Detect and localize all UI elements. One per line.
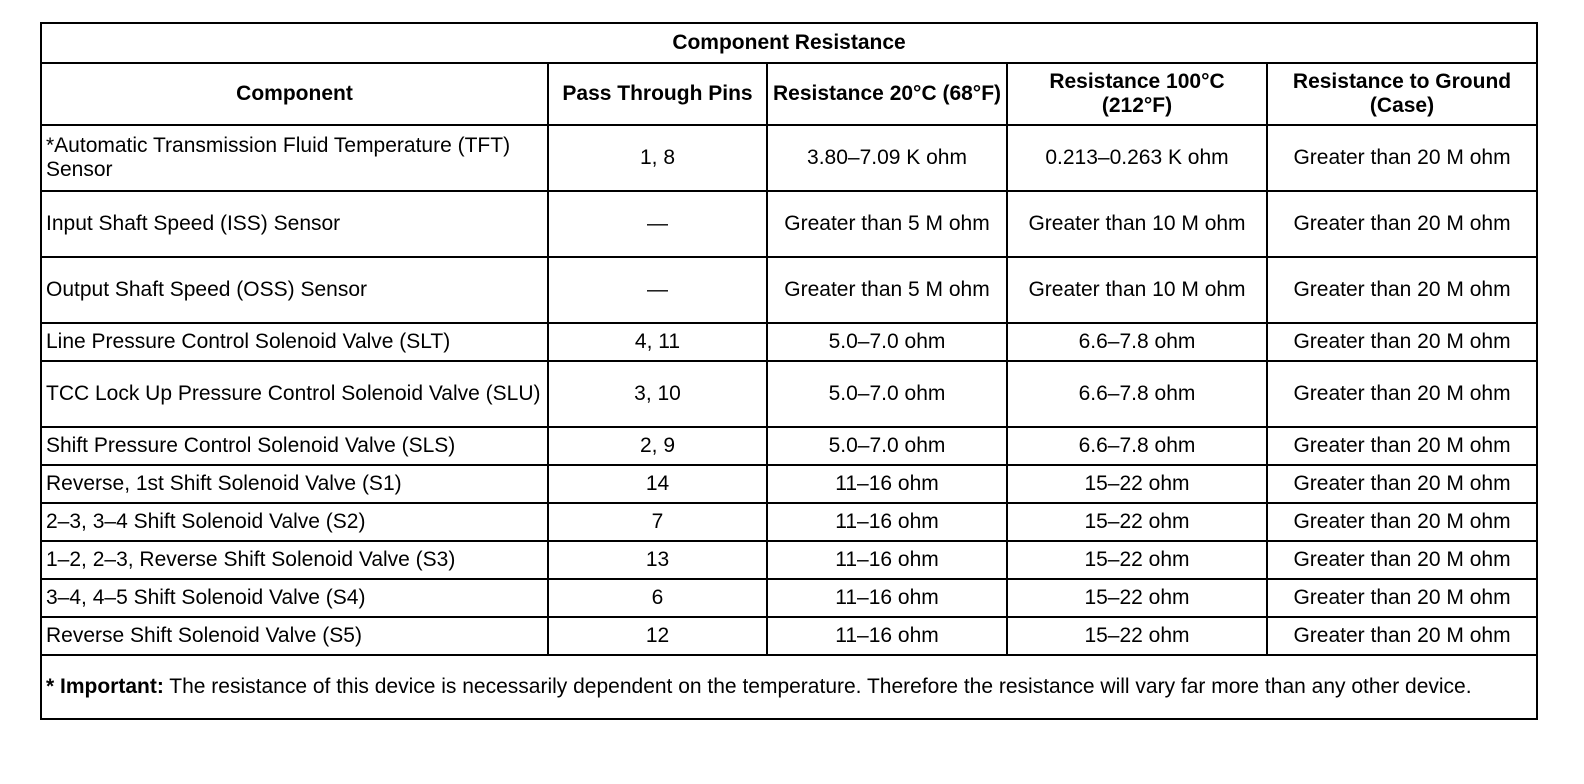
cell-resistance-20c: 3.80–7.09 K ohm <box>767 125 1007 191</box>
cell-resistance-ground: Greater than 20 M ohm <box>1267 541 1537 579</box>
cell-resistance-100c: 0.213–0.263 K ohm <box>1007 125 1267 191</box>
important-note <box>41 655 1537 719</box>
cell-resistance-ground: Greater than 20 M ohm <box>1267 503 1537 541</box>
cell-resistance-100c: 15–22 ohm <box>1007 503 1267 541</box>
cell-resistance-20c: 11–16 ohm <box>767 541 1007 579</box>
cell-resistance-ground: Greater than 20 M ohm <box>1267 579 1537 617</box>
header-resistance-to-ground: Resistance to Ground (Case) <box>1267 63 1537 125</box>
cell-resistance-100c: Greater than 10 M ohm <box>1007 257 1267 323</box>
cell-resistance-ground: Greater than 20 M ohm <box>1267 361 1537 427</box>
cell-component: TCC Lock Up Pressure Control Solenoid Valve (SLU) <box>41 361 548 427</box>
cell-resistance-100c: 6.6–7.8 ohm <box>1007 323 1267 361</box>
table-row <box>41 579 1537 617</box>
cell-pins: 1, 8 <box>548 125 767 191</box>
table-row <box>41 191 1537 257</box>
cell-resistance-100c: 15–22 ohm <box>1007 541 1267 579</box>
cell-component: Reverse Shift Solenoid Valve (S5) <box>41 617 548 655</box>
cell-pins: — <box>548 191 767 257</box>
cell-resistance-ground: Greater than 20 M ohm <box>1267 617 1537 655</box>
header-resistance-100c: Resistance 100°C (212°F) <box>1007 63 1267 125</box>
cell-resistance-ground: Greater than 20 M ohm <box>1267 323 1537 361</box>
cell-resistance-20c: 11–16 ohm <box>767 503 1007 541</box>
cell-pins: 3, 10 <box>548 361 767 427</box>
cell-pins: — <box>548 257 767 323</box>
table-row <box>41 125 1537 191</box>
cell-resistance-ground: Greater than 20 M ohm <box>1267 191 1537 257</box>
cell-resistance-20c: 5.0–7.0 ohm <box>767 427 1007 465</box>
table-header-row <box>41 63 1537 125</box>
table-row <box>41 323 1537 361</box>
important-note-text: The resistance of this device is necessarily dependent on the temperature. Therefore the resistance will vary far more than any other device. <box>163 675 1472 698</box>
cell-pins: 2, 9 <box>548 427 767 465</box>
cell-resistance-100c: 15–22 ohm <box>1007 465 1267 503</box>
important-note-label: * Important: <box>46 675 164 698</box>
cell-resistance-ground: Greater than 20 M ohm <box>1267 465 1537 503</box>
table-row <box>41 465 1537 503</box>
cell-resistance-100c: 6.6–7.8 ohm <box>1007 361 1267 427</box>
table-title: Component Resistance <box>41 23 1537 63</box>
cell-component: Reverse, 1st Shift Solenoid Valve (S1) <box>41 465 548 503</box>
table-row <box>41 257 1537 323</box>
cell-resistance-100c: 15–22 ohm <box>1007 617 1267 655</box>
cell-pins: 7 <box>548 503 767 541</box>
cell-resistance-20c: 5.0–7.0 ohm <box>767 361 1007 427</box>
cell-component: Output Shaft Speed (OSS) Sensor <box>41 257 548 323</box>
cell-resistance-20c: 5.0–7.0 ohm <box>767 323 1007 361</box>
cell-component: 1–2, 2–3, Reverse Shift Solenoid Valve (S3) <box>41 541 548 579</box>
cell-resistance-ground: Greater than 20 M ohm <box>1267 257 1537 323</box>
cell-pins: 14 <box>548 465 767 503</box>
table-row <box>41 541 1537 579</box>
table-row <box>41 361 1537 427</box>
table-row <box>41 427 1537 465</box>
cell-resistance-20c: 11–16 ohm <box>767 465 1007 503</box>
cell-component: Input Shaft Speed (ISS) Sensor <box>41 191 548 257</box>
cell-pins: 4, 11 <box>548 323 767 361</box>
cell-component: *Automatic Transmission Fluid Temperature (TFT) Sensor <box>41 125 548 191</box>
note-row <box>41 655 1537 719</box>
cell-component: Shift Pressure Control Solenoid Valve (SLS) <box>41 427 548 465</box>
cell-resistance-20c: Greater than 5 M ohm <box>767 191 1007 257</box>
header-component: Component <box>41 63 548 125</box>
header-resistance-20c: Resistance 20°C (68°F) <box>767 63 1007 125</box>
header-pass-through-pins: Pass Through Pins <box>548 63 767 125</box>
table-row <box>41 617 1537 655</box>
component-resistance-table <box>40 22 1538 720</box>
table-title-row <box>41 23 1537 63</box>
cell-component: 3–4, 4–5 Shift Solenoid Valve (S4) <box>41 579 548 617</box>
cell-resistance-20c: 11–16 ohm <box>767 579 1007 617</box>
cell-pins: 12 <box>548 617 767 655</box>
cell-resistance-100c: 6.6–7.8 ohm <box>1007 427 1267 465</box>
cell-resistance-20c: Greater than 5 M ohm <box>767 257 1007 323</box>
cell-resistance-ground: Greater than 20 M ohm <box>1267 427 1537 465</box>
cell-pins: 13 <box>548 541 767 579</box>
cell-resistance-100c: Greater than 10 M ohm <box>1007 191 1267 257</box>
cell-resistance-100c: 15–22 ohm <box>1007 579 1267 617</box>
cell-component: Line Pressure Control Solenoid Valve (SLT) <box>41 323 548 361</box>
table-row <box>41 503 1537 541</box>
cell-resistance-ground: Greater than 20 M ohm <box>1267 125 1537 191</box>
cell-pins: 6 <box>548 579 767 617</box>
cell-component: 2–3, 3–4 Shift Solenoid Valve (S2) <box>41 503 548 541</box>
cell-resistance-20c: 11–16 ohm <box>767 617 1007 655</box>
